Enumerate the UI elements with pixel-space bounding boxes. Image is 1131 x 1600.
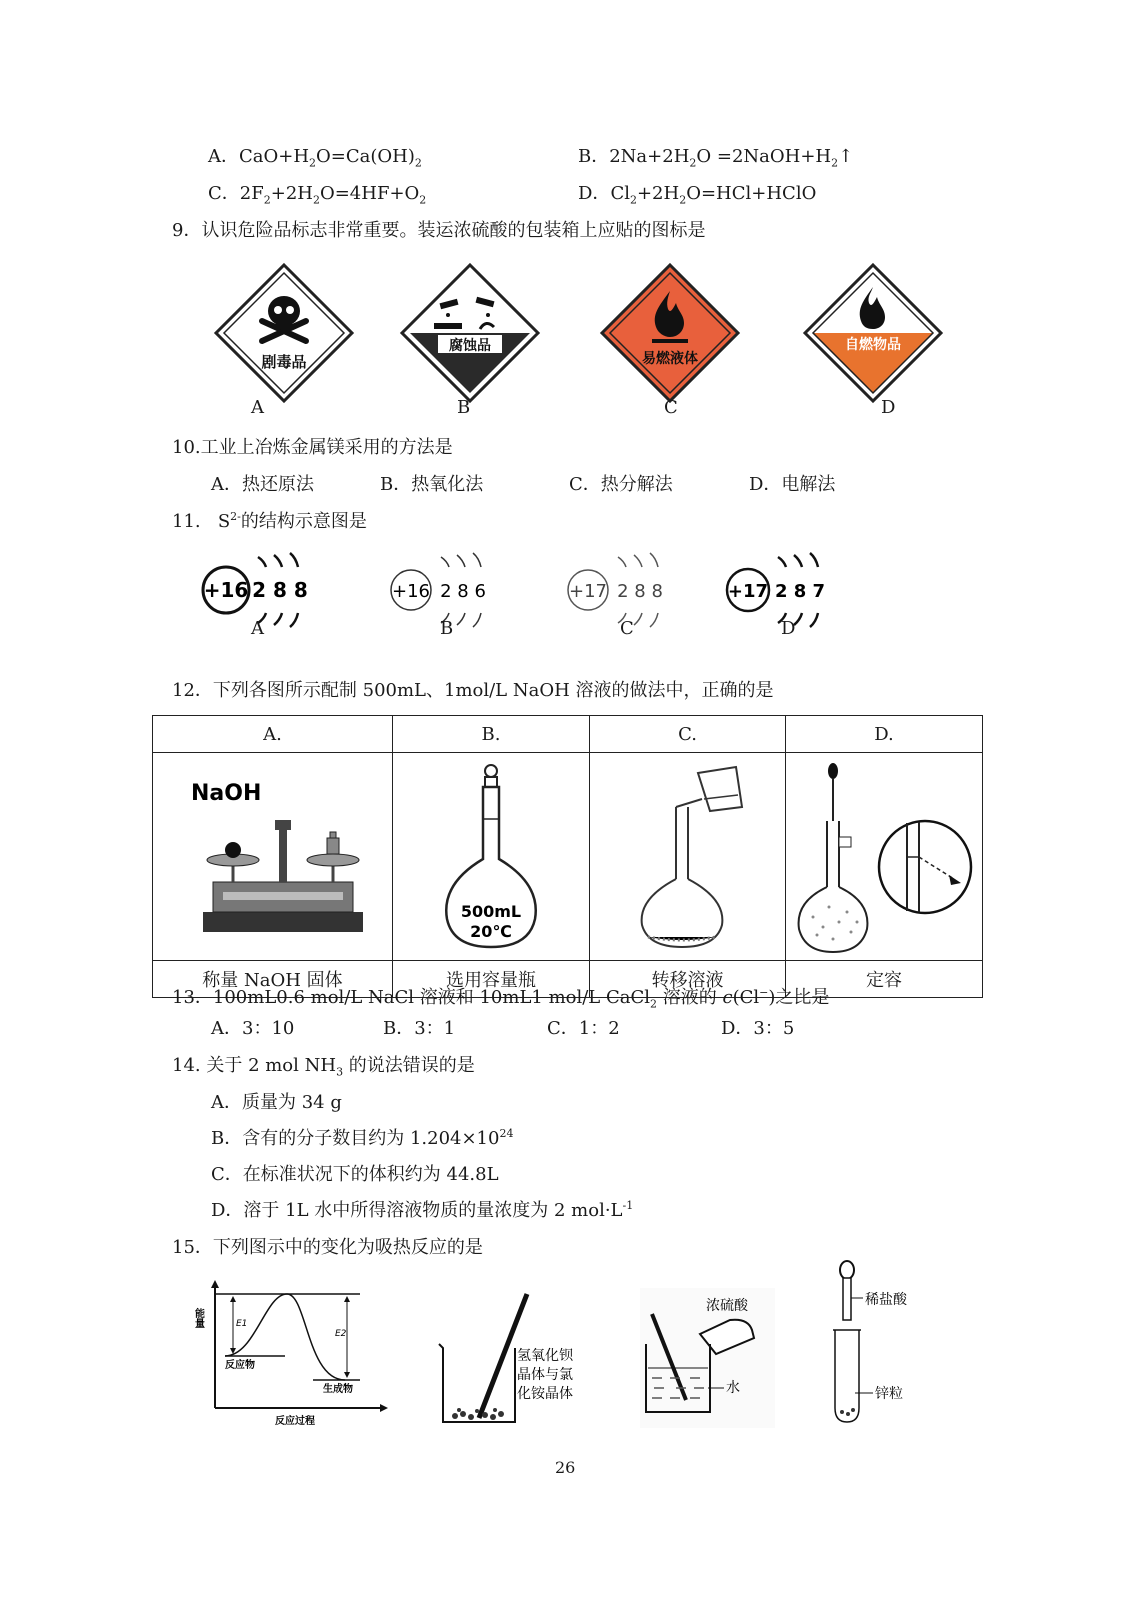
q10-option-b: B．热氧化法 bbox=[380, 474, 484, 495]
q10-option-c: C．热分解法 bbox=[569, 474, 673, 495]
svg-text:化铵晶体: 化铵晶体 bbox=[517, 1386, 573, 1402]
test-tube-figure bbox=[833, 1258, 943, 1428]
q12-image-dropper bbox=[786, 753, 983, 961]
q13-option-b: B．3：1 bbox=[383, 1018, 456, 1039]
sign-c-label: 易燃液体 bbox=[642, 351, 698, 367]
q14-option-d: D．溶于 1L 水中所得溶液物质的量浓度为 2 $mol\cdot L^{-1}$ bbox=[211, 1199, 634, 1221]
q10-option-d: D．电解法 bbox=[749, 474, 836, 495]
q14-option-c: C．在标准状况下的体积约为 44.8L bbox=[211, 1164, 499, 1185]
q12-image-balance bbox=[153, 753, 393, 961]
svg-text:水: 水 bbox=[726, 1380, 740, 1396]
atom-d-letter: D bbox=[781, 618, 796, 639]
svg-text:2 8 6: 2 8 6 bbox=[440, 581, 486, 602]
q12-caption-c: 转移溶液 bbox=[590, 961, 786, 998]
svg-text:晶体与氯: 晶体与氯 bbox=[517, 1367, 573, 1383]
sign-d-letter: D bbox=[881, 397, 896, 418]
hazard-sign-flammable-liquid bbox=[600, 263, 740, 403]
q14-option-a: A．质量为 34 g bbox=[211, 1092, 342, 1113]
q12-table bbox=[152, 715, 983, 998]
atom-diagram-a bbox=[200, 545, 330, 635]
q13-option-a: A．3：10 bbox=[211, 1018, 295, 1039]
svg-text:锌粒: 锌粒 bbox=[875, 1386, 903, 1402]
svg-text:2 8 7: 2 8 7 bbox=[774, 581, 826, 602]
atom-b-letter: B bbox=[440, 618, 454, 639]
svg-text:+17: +17 bbox=[569, 581, 607, 602]
pouring-flask-icon bbox=[618, 759, 758, 954]
q11-stem: 11. $S^{2-}$的结构示意图是 bbox=[172, 510, 367, 532]
q13-option-d: D．3：5 bbox=[721, 1018, 795, 1039]
beaker-stirring-figure bbox=[435, 1290, 600, 1430]
svg-text:+16: +16 bbox=[203, 578, 249, 602]
sign-d-label: 自燃物品 bbox=[845, 337, 901, 353]
q14-stem: 14. 关于 2 mol $NH_3$ 的说法错误的是 bbox=[172, 1055, 475, 1079]
sign-b-letter: B bbox=[457, 397, 471, 418]
hazard-sign-toxic bbox=[214, 263, 354, 403]
svg-text:NaOH: NaOH bbox=[190, 780, 261, 806]
q13-option-c: C．1：2 bbox=[547, 1018, 620, 1039]
q12-caption-a: 称量 NaOH 固体 bbox=[153, 961, 393, 998]
svg-text:稀盐酸: 稀盐酸 bbox=[865, 1292, 907, 1308]
page-number: 26 bbox=[555, 1458, 576, 1477]
svg-text:氢氧化钡: 氢氧化钡 bbox=[517, 1348, 573, 1364]
sign-c-letter: C bbox=[664, 397, 678, 418]
svg-text:浓硫酸: 浓硫酸 bbox=[706, 1298, 748, 1314]
svg-text:E1: E1 bbox=[236, 1319, 248, 1329]
svg-text:+16: +16 bbox=[392, 581, 430, 602]
svg-text:反应过程: 反应过程 bbox=[275, 1416, 315, 1427]
q12-caption-b: 选用容量瓶 bbox=[393, 961, 590, 998]
svg-text:E2: E2 bbox=[335, 1329, 347, 1339]
svg-text:能量: 能量 bbox=[192, 1308, 204, 1328]
q12-image-pouring bbox=[590, 753, 786, 961]
q15-stem: 15．下列图示中的变化为吸热反应的是 bbox=[172, 1237, 483, 1258]
hazard-sign-spontaneous-combustion bbox=[803, 263, 943, 403]
sign-a-label: 剧毒品 bbox=[261, 353, 307, 371]
svg-text:+17: +17 bbox=[727, 581, 769, 602]
q12-header-c: C. bbox=[590, 716, 786, 753]
balance-scale-icon bbox=[163, 762, 383, 952]
svg-text:2 8 8: 2 8 8 bbox=[252, 578, 308, 602]
svg-text:生成物: 生成物 bbox=[323, 1384, 353, 1395]
q12-stem: 12．下列各图所示配制 500mL、1mol/L NaOH 溶液的做法中，正确的是 bbox=[172, 680, 774, 701]
q14-option-b: B．含有的分子数目约为 $1.204\times 10^{24}$ bbox=[211, 1127, 514, 1149]
q9-stem: 9．认识危险品标志非常重要。装运浓硫酸的包装箱上应贴的图标是 bbox=[172, 220, 706, 241]
q12-header-a: A. bbox=[153, 716, 393, 753]
volumetric-flask-icon bbox=[431, 759, 551, 954]
q12-header-b: B. bbox=[393, 716, 590, 753]
q8-option-c: C．$2F_2+2H_2O=4HF+O_2$ bbox=[208, 183, 427, 207]
q12-caption-d: 定容 bbox=[786, 961, 983, 998]
dropper-flask-icon bbox=[789, 757, 979, 957]
q10-stem: 10.工业上冶炼金属镁采用的方法是 bbox=[172, 437, 453, 458]
q10-option-a: A．热还原法 bbox=[211, 474, 314, 495]
acid-dilution-figure bbox=[640, 1288, 775, 1428]
sign-b-label: 腐蚀品 bbox=[449, 338, 491, 354]
q8-option-d: D．$Cl_2+2H_2O=HCl+HClO$ bbox=[578, 183, 817, 207]
svg-text:反应物: 反应物 bbox=[225, 1360, 255, 1371]
sign-a-letter: A bbox=[251, 397, 264, 418]
svg-text:500mL: 500mL bbox=[460, 902, 522, 921]
q8-option-a: A．$CaO+H_2O=Ca(OH)_2$ bbox=[208, 146, 422, 170]
hazard-sign-corrosive bbox=[400, 263, 540, 403]
q12-header-d: D. bbox=[786, 716, 983, 753]
svg-text:2 8 8: 2 8 8 bbox=[617, 581, 663, 602]
atom-a-letter: A bbox=[251, 618, 264, 639]
svg-text:20℃: 20℃ bbox=[470, 922, 512, 941]
atom-c-letter: C bbox=[620, 618, 634, 639]
energy-diagram bbox=[192, 1278, 390, 1428]
q8-option-b: B．$2Na+2H_2O$ $=2NaOH+H_2↑$ bbox=[578, 146, 854, 170]
q13-stem: 13．100mL0.6 mol/L NaCl 溶液和 10mL1 mol/L CaCl$_2$ 溶液的 c(Cl−)之比是 bbox=[172, 986, 830, 1011]
q12-image-volumetric-flask bbox=[393, 753, 590, 961]
